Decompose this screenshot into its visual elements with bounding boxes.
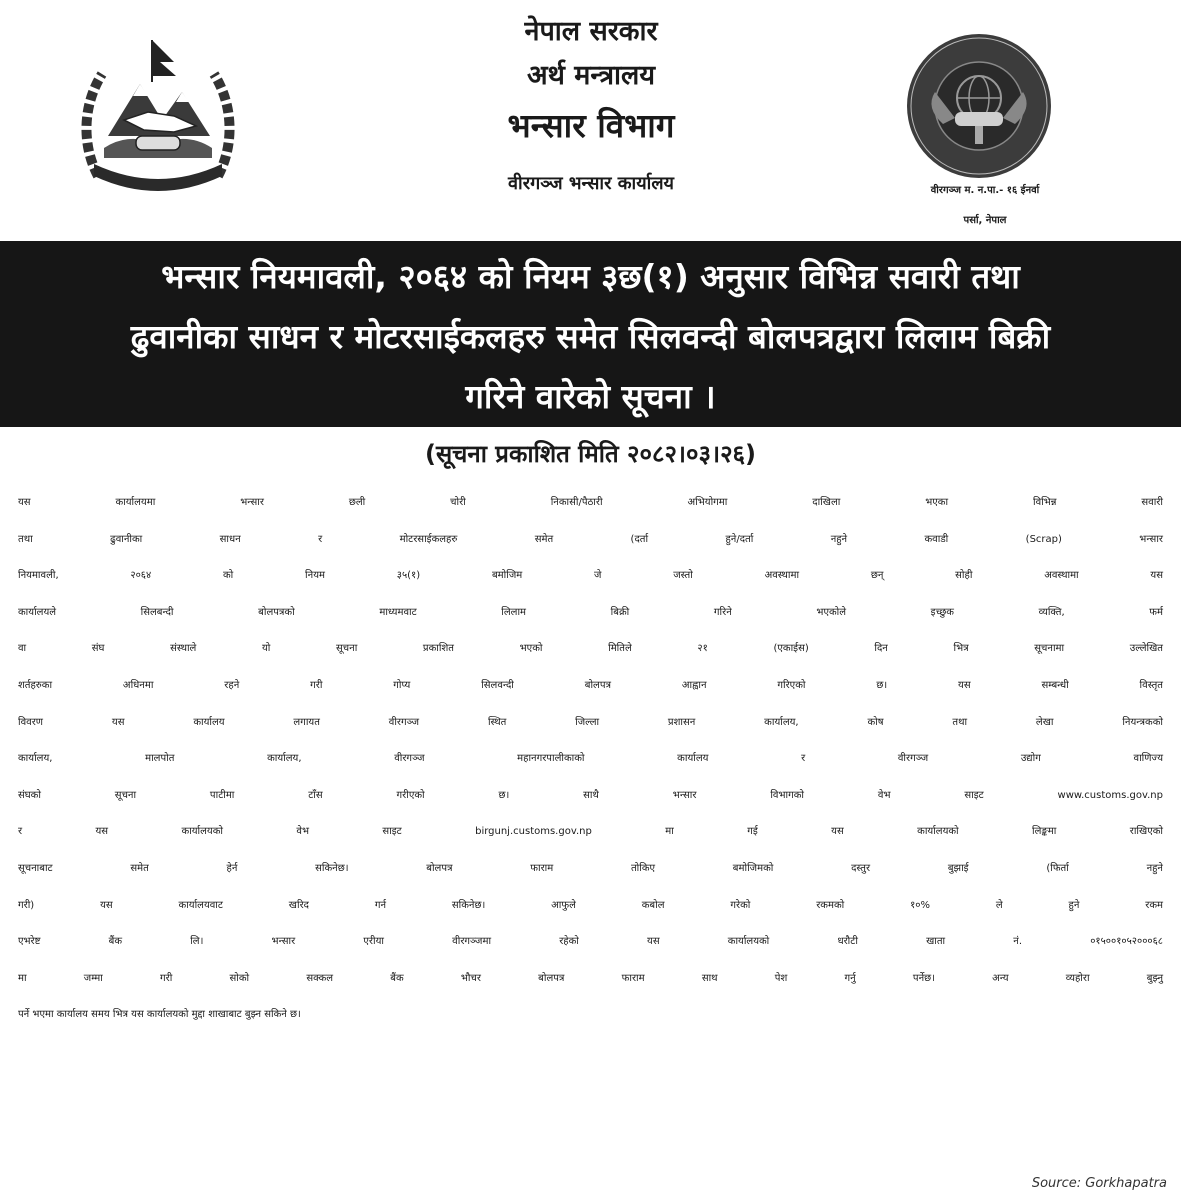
title-line: भन्सार नियमावली, २०६४ को नियम ३छ(१) अनुसार विभिन्न सवारी तथा bbox=[161, 257, 1020, 296]
body-line: सूचनाबाट समेत हेर्न सकिनेछ। बोलपत्र फाराम तोकिए बमोजिमको दस्तुर बुझाई (फिर्ता नहुने bbox=[18, 862, 1163, 874]
address-line-2: पर्सा, नेपाल bbox=[963, 215, 1007, 226]
office-address bbox=[850, 176, 1120, 236]
notice-body bbox=[18, 485, 1163, 1034]
publication-date: (सूचना प्रकाशित मिति २०८२।०३।२६) bbox=[424, 440, 757, 468]
address-line-1: वीरगञ्ज म. न.पा.- १६ ईनर्वा bbox=[930, 185, 1040, 196]
title-line: गरिने वारेको सूचना । bbox=[465, 377, 716, 416]
body-line: यस कार्यालयमा भन्सार छली चोरी निकासी/पैठारी अभियोगमा दाखिला भएका विभिन्न सवारी bbox=[18, 497, 1163, 508]
government-name: नेपाल सरकार bbox=[524, 16, 658, 47]
body-line: कार्यालयले सिलबन्दी बोलपत्रको माध्यमवाट लिलाम बिक्री गरिने भएकोले इच्छुक व्यक्ति, फर्म bbox=[18, 606, 1163, 618]
body-line: मा जम्मा गरी सोको सक्कल बैंक भौचर बोलपत्र फाराम साथ पेश गर्नु पर्नेछ। अन्य व्यहोरा बुझ्नु bbox=[18, 972, 1163, 984]
body-line: तथा ढुवानीका साधन र मोटरसाईकलहरु समेत (दर्ता हुने/दर्ता नहुने कवाडी (Scrap) भन्सार bbox=[18, 533, 1163, 545]
body-line: नियमावली, २०६४ को नियम ३५(१) बमोजिम जे जस्तो अवस्थामा छन् सोही अवस्थामा यस bbox=[18, 570, 1163, 582]
body-line: र यस कार्यालयको वेभ साइट birgunj.customs.gov.np मा गई यस कार्यालयको लिङ्कमा राखिएको bbox=[18, 826, 1163, 838]
body-line: कार्यालय, मालपोत कार्यालय, वीरगञ्ज महानगरपालीकाको कार्यालय र वीरगञ्ज उद्योग वाणिज्य bbox=[18, 753, 1163, 765]
nepal-government-emblem-icon bbox=[78, 36, 238, 196]
body-line: शर्तहरुका अधिनमा रहने गरी गोप्य सिलवन्दी बोलपत्र आह्वान गरिएको छ। यस सम्बन्धी विस्तृत bbox=[18, 679, 1163, 691]
body-line: गरी) यस कार्यालयवाट खरिद गर्न सकिनेछ। आफुले कबोल गरेको रकमको १०% ले हुने रकम bbox=[18, 899, 1163, 911]
title-line: ढुवानीका साधन र मोटरसाईकलहरु समेत सिलवन्दी बोलपत्रद्वारा लिलाम बिक्री bbox=[130, 317, 1051, 356]
office-name: वीरगञ्ज भन्सार कार्यालय bbox=[508, 173, 674, 194]
body-line: पर्ने भएमा कार्यालय समय भित्र यस कार्यालयको मुद्दा शाखाबाट बुझ्न सकिने छ। bbox=[18, 1009, 301, 1021]
notice-title-banner bbox=[0, 241, 1181, 427]
ministry-name: अर्थ मन्त्रालय bbox=[526, 60, 656, 91]
body-line: संघको सूचना पाटीमा टाँस गरीएको छ। साथै भन्सार विभागको वेभ साइट www.customs.gov.np bbox=[18, 789, 1163, 801]
body-line: वा संघ संस्थाले यो सूचना प्रकाशित भएको मितिले २१ (एकाईस) दिन भित्र सूचनामा उल्लेखित bbox=[18, 643, 1163, 655]
body-line: एभरेष्ट बैंक लि। भन्सार एरीया वीरगञ्जमा रहेको यस कार्यालयको धरौटी खाता नं. ०१५००१०५२०००६८ bbox=[18, 936, 1163, 948]
body-line: विवरण यस कार्यालय लगायत वीरगञ्ज स्थित जिल्ला प्रशासन कार्यालय, कोष तथा लेखा नियन्त्रकको bbox=[18, 716, 1163, 728]
source-credit: Source: Gorkhapatra bbox=[1031, 1176, 1167, 1191]
department-name: भन्सार विभाग bbox=[507, 106, 675, 145]
nepal-customs-seal-icon bbox=[905, 32, 1053, 180]
letterhead bbox=[300, 10, 882, 214]
